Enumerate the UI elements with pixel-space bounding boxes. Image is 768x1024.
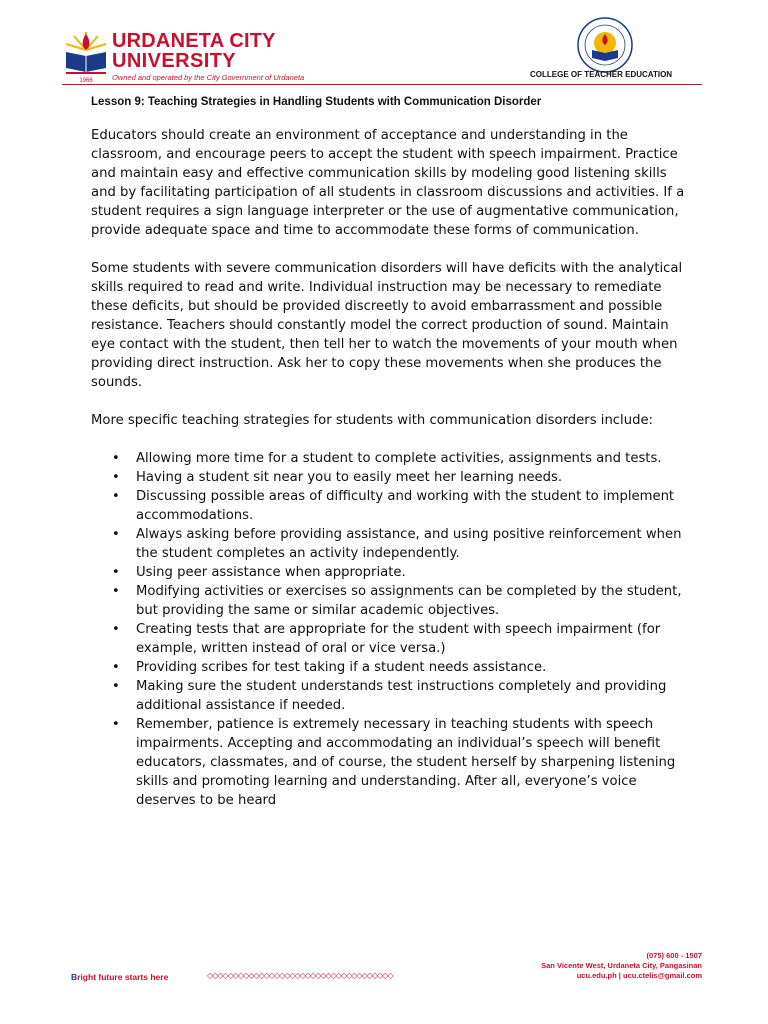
list-item [91,620,691,658]
list-item-text: Allowing more time for a student to complete activities, assignments and tests. [136,451,662,466]
list-item-text: Providing scribes for test taking if a student needs assistance. [136,660,547,675]
bullet-icon: • [112,679,120,694]
header-divider [62,84,702,85]
bullet-icon: • [112,489,120,504]
list-item-text: Having a student sit near you to easily meet her learning needs. [136,470,563,485]
bullet-icon: • [112,717,120,732]
tagline-rest: right future starts here [77,972,169,982]
list-item-text: Discussing possible areas of difficulty and working with the student to implement accommodations. [136,489,675,523]
list-item-text: Modifying activities or exercises so assignments can be completed by the student, but providing the same or similar academic objectives. [136,584,682,618]
list-item-text: Using peer assistance when appropriate. [136,565,406,580]
university-name-line1: URDANETA CITY [112,30,276,52]
contact-phone: (075) 600 - 1507 [646,951,702,960]
college-seal-icon [576,16,634,74]
list-item [91,487,691,525]
paragraph: More specific teaching strategies for students with communication disorders include: [91,413,654,428]
list-item [91,449,691,468]
list-item-text: Always asking before providing assistance, and using positive reinforcement when the student completes an activity independently. [136,527,682,561]
lesson-body [91,126,691,810]
list-item-text: Creating tests that are appropriate for the student with speech impairment (for example, written instead of oral or vice versa.) [136,622,661,656]
list-item [91,582,691,620]
paragraph: Educators should create an environment of acceptance and understanding in the classroom, and encourage peers to accept the student with speech impairment. Practice and maintain easy and effective communication skills by modeling good listening skills and by facilitating participation of all students in classroom discussions and activities. If a student requires a sign language interpreter or the use of augmentative communication, provide adequate space and time to accommodate these forms of communication. [91,128,685,238]
paragraph: Some students with severe communication disorders will have deficits with the analytical skills required to read and write. Individual instruction may be necessary to remediate these deficits, but should be provided discreetly to avoid embarrassment and possible resistance. Teachers should constantly model the correct production of sound. Maintain eye contact with the student, then tell her to watch the movements of your mouth when providing direct instruction. Ask her to copy these movements when she produces the sounds. [91,261,683,390]
university-subtitle: Owned and operated by the City Government of Urdaneta [112,73,305,82]
list-item [91,715,691,810]
contact-info [541,951,702,981]
university-emblem-icon [60,28,112,86]
bullet-icon: • [112,584,120,599]
tagline-first-letter: B [71,972,78,982]
strategy-list [91,449,691,810]
footer-tagline [71,972,168,982]
list-item [91,563,691,582]
lesson-title: Lesson 9: Teaching Strategies in Handling Students with Communication Disorder [91,96,542,108]
list-item-text: Making sure the student understands test instructions completely and providing additional assistance if needed. [136,679,667,713]
list-item-text: Remember, patience is extremely necessary in teaching students with speech impairments. Accepting and accommodating an individual’s speech will benefit educators, classmates, and of course, the student herself by sharpening listening skills and promoting learning and understanding. After all, everyone’s voice deserves to be heard [136,717,676,808]
bullet-icon: • [112,660,120,675]
diamond-border-icon: ◇◇◇◇◇◇◇◇◇◇◇◇◇◇◇◇◇◇◇◇◇◇◇◇◇◇◇◇◇◇◇◇◇◇◇◇ [207,971,393,980]
bullet-icon: • [112,622,120,637]
bullet-icon: • [112,470,120,485]
college-name: COLLEGE OF TEACHER EDUCATION [530,70,673,79]
list-item [91,677,691,715]
founded-year: 1966 [79,78,93,84]
bullet-icon: • [112,451,120,466]
list-item [91,468,691,487]
contact-address: San Vicente West, Urdaneta City, Pangasinan [541,961,702,970]
bullet-icon: • [112,527,120,542]
university-name-line2: UNIVERSITY [112,50,237,72]
university-logo [60,28,380,86]
list-item [91,658,691,677]
list-item [91,525,691,563]
contact-web-email: ucu.edu.ph | ucu.ctelis@gmail.com [576,971,702,980]
bullet-icon: • [112,565,120,580]
